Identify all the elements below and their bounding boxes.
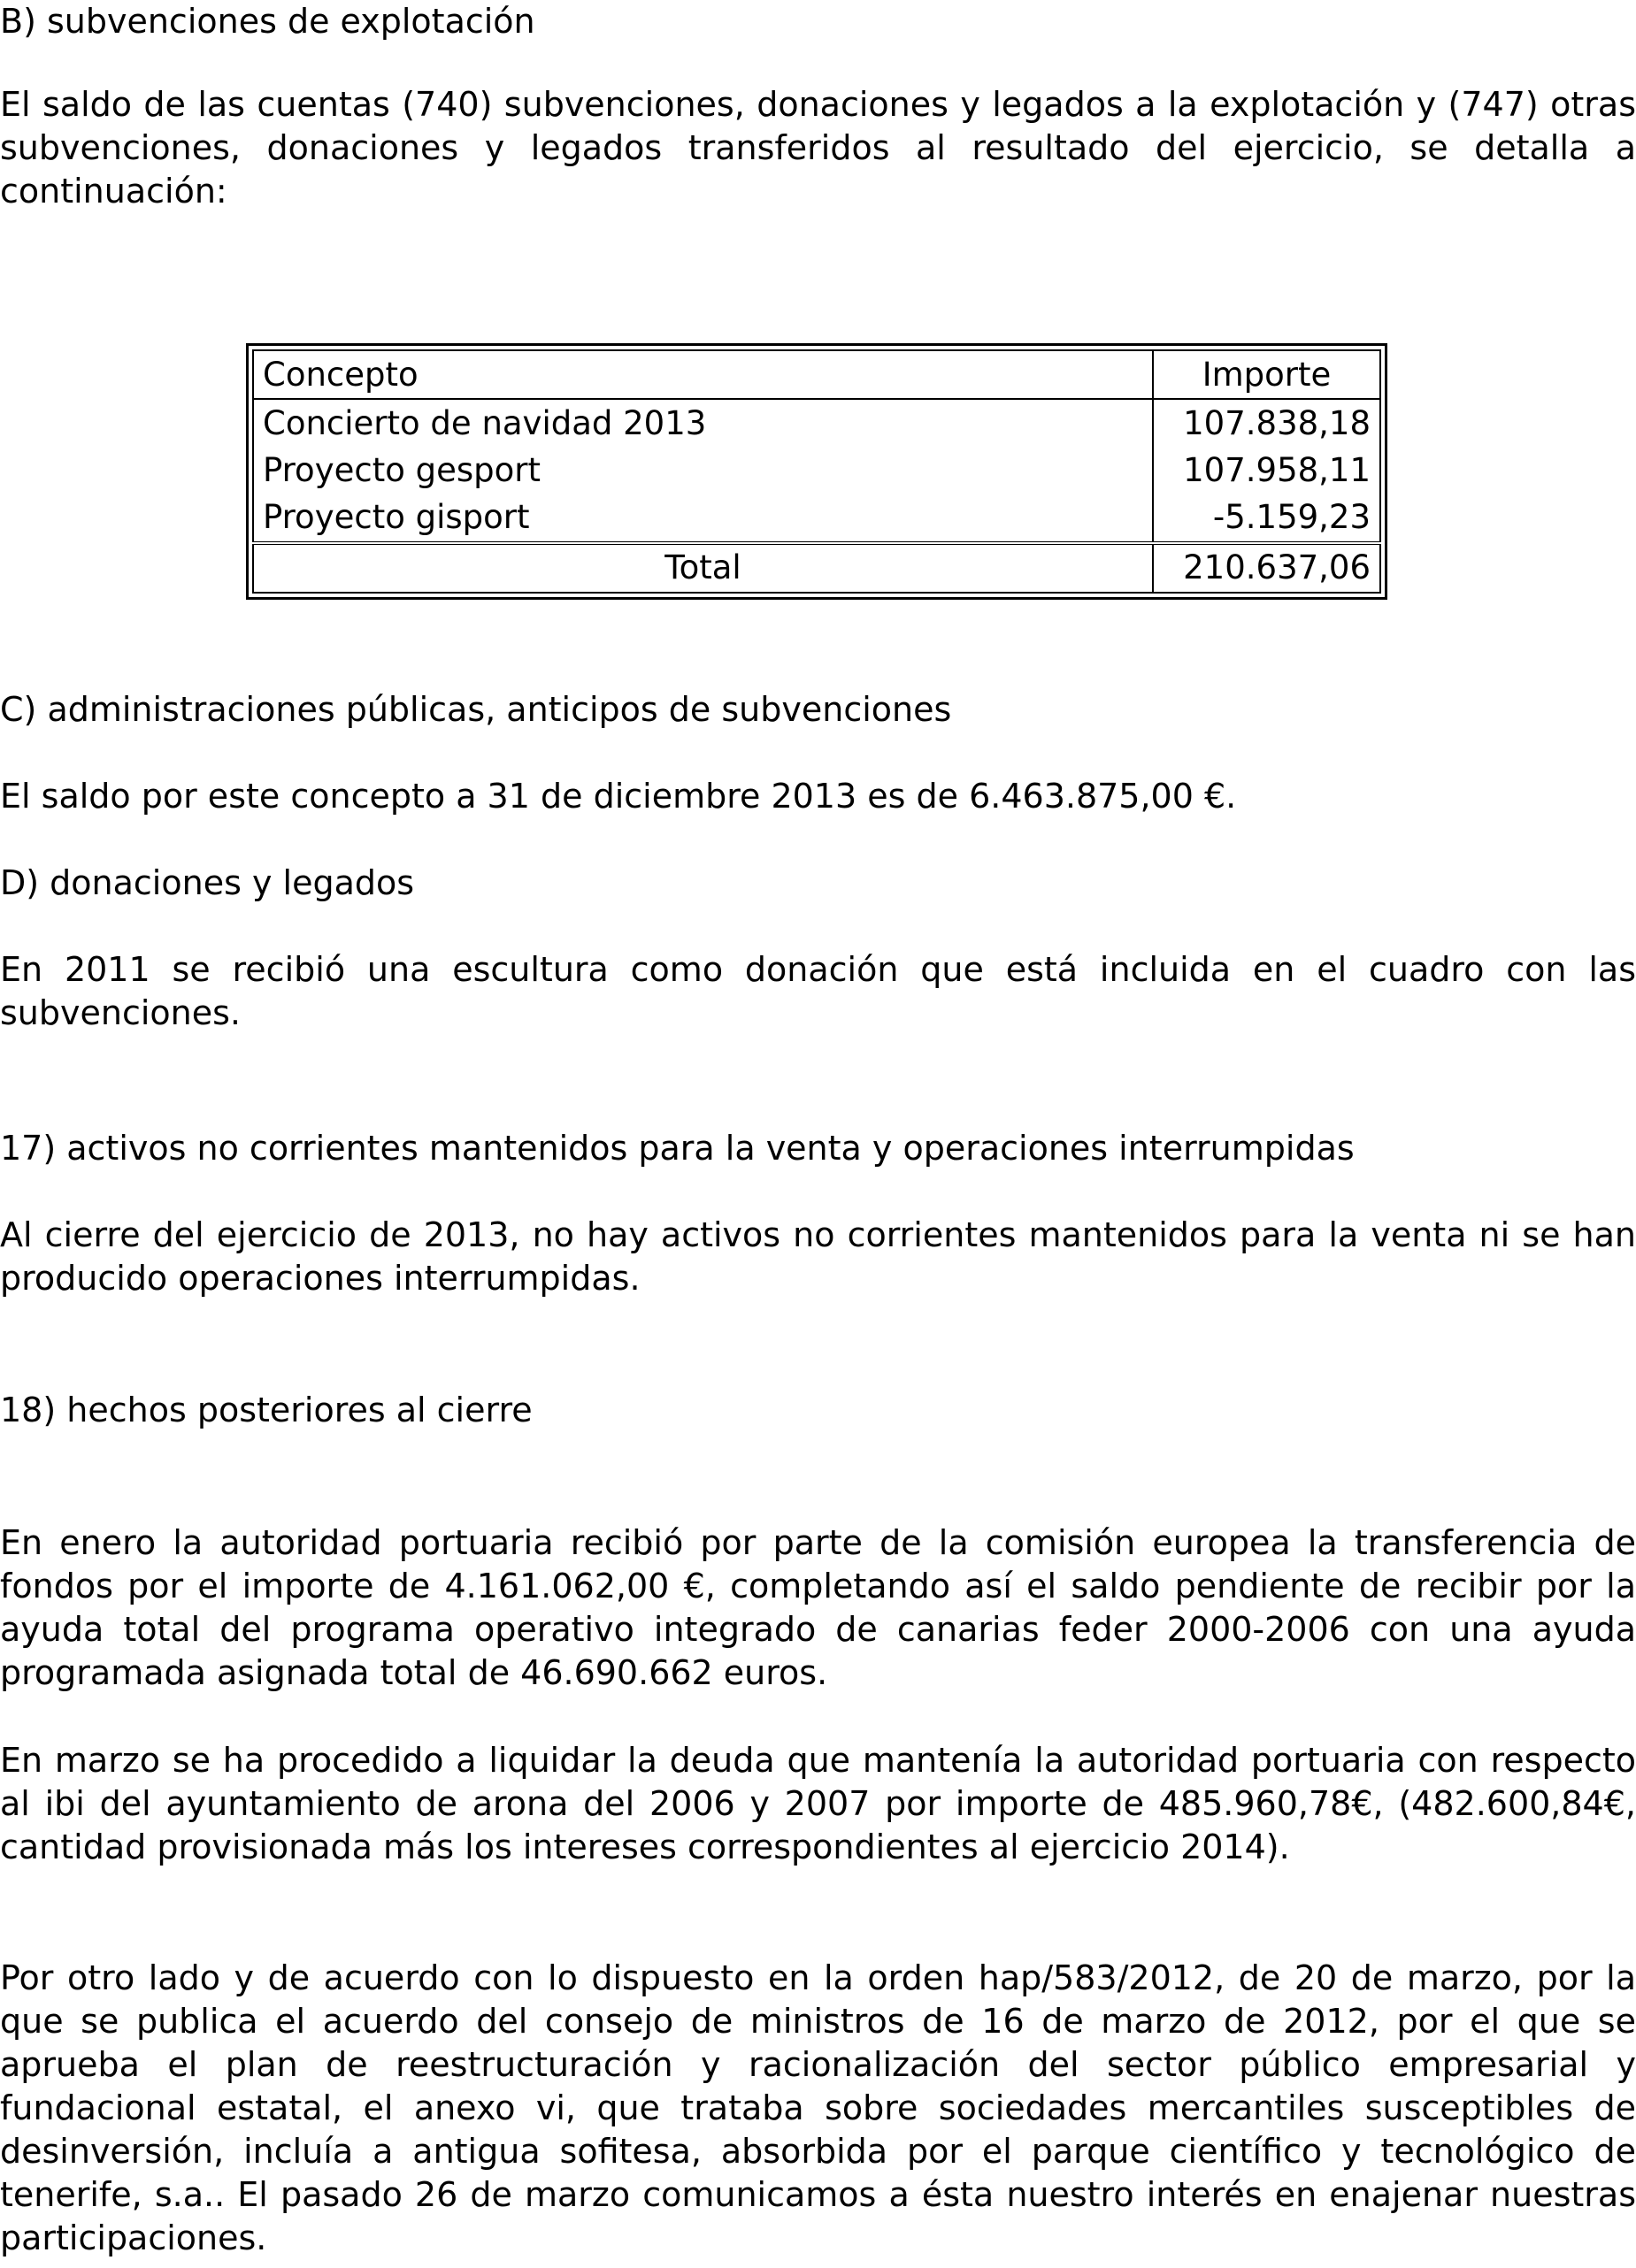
grants-table-frame [246, 343, 1387, 600]
section-17-paragraph: Al cierre del ejercicio de 2013, no hay activos no corrientes mantenidos para la venta ni se han producido operaciones interrumpidas. [0, 1215, 1636, 1298]
table-header-amount: Importe [1153, 350, 1380, 399]
table-total-amount: 210.637,06 [1153, 543, 1380, 593]
table-cell-amount: -5.159,23 [1153, 494, 1380, 543]
section-c-paragraph: El saldo por este concepto a 31 de diciembre 2013 es de 6.463.875,00 €. [0, 777, 1237, 816]
table-row [253, 399, 1380, 447]
table-cell-concept: Proyecto gisport [253, 494, 1153, 543]
section-18-paragraph-2: En marzo se ha procedido a liquidar la deuda que mantenía la autoridad portuaria con respecto al ibi del ayuntamiento de arona del 2006 y 2007 por importe de 485.960,78€, (482.600,84€, cantidad provisionada más los intereses correspondientes al ejercicio 2014). [0, 1741, 1636, 1866]
table-cell-amount: 107.958,11 [1153, 447, 1380, 494]
section-18-title: 18) hechos posteriores al cierre [0, 1391, 533, 1429]
table-header-concept: Concepto [253, 350, 1153, 399]
table-cell-amount: 107.838,18 [1153, 399, 1380, 447]
section-17-title: 17) activos no corrientes mantenidos para la venta y operaciones interrumpidas [0, 1129, 1355, 1168]
table-cell-concept: Proyecto gesport [253, 447, 1153, 494]
section-b-paragraph: El saldo de las cuentas (740) subvenciones, donaciones y legados a la explotación y (747) otras subvenciones, donaciones y legados transferidos al resultado del ejercicio, se detalla a continuación: [0, 85, 1636, 211]
section-d-paragraph: En 2011 se recibió una escultura como donación que está incluida en el cuadro con las subvenciones. [0, 950, 1636, 1032]
table-total-row [253, 543, 1380, 593]
table-cell-concept: Concierto de navidad 2013 [253, 399, 1153, 447]
grants-table [252, 349, 1381, 594]
section-c-title: C) administraciones públicas, anticipos de subvenciones [0, 690, 952, 729]
section-18-paragraph-1: En enero la autoridad portuaria recibió por parte de la comisión europea la transferencia de fondos por el importe de 4.161.062,00 €, completando así el saldo pendiente de recibir por la ayuda total del programa operativo integrado de canarias feder 2000-2006 con una ayuda programada asignada total de 46.690.662 euros. [0, 1523, 1636, 1692]
table-total-label: Total [253, 543, 1153, 593]
table-row [253, 447, 1380, 494]
section-18-paragraph-3: Por otro lado y de acuerdo con lo dispuesto en la orden hap/583/2012, de 20 de marzo, por la que se publica el acuerdo del consejo de ministros de 16 de marzo de 2012, por el que se aprueba el plan de reestructuración y racionalización del sector público empresarial y fundacional estatal, el anexo vi, que trataba sobre sociedades mercantiles susceptibles de desinversión, incluía a antigua sofitesa, absorbida por el parque científico y tecnológico de tenerife, s.a.. El pasado 26 de marzo comunicamos a ésta nuestro interés en enajenar nuestras participaciones. [0, 1958, 1636, 2257]
section-b-title: B) subvenciones de explotación [0, 2, 535, 41]
section-d-title: D) donaciones y legados [0, 863, 415, 902]
table-row [253, 494, 1380, 543]
table-header-row [253, 350, 1380, 399]
